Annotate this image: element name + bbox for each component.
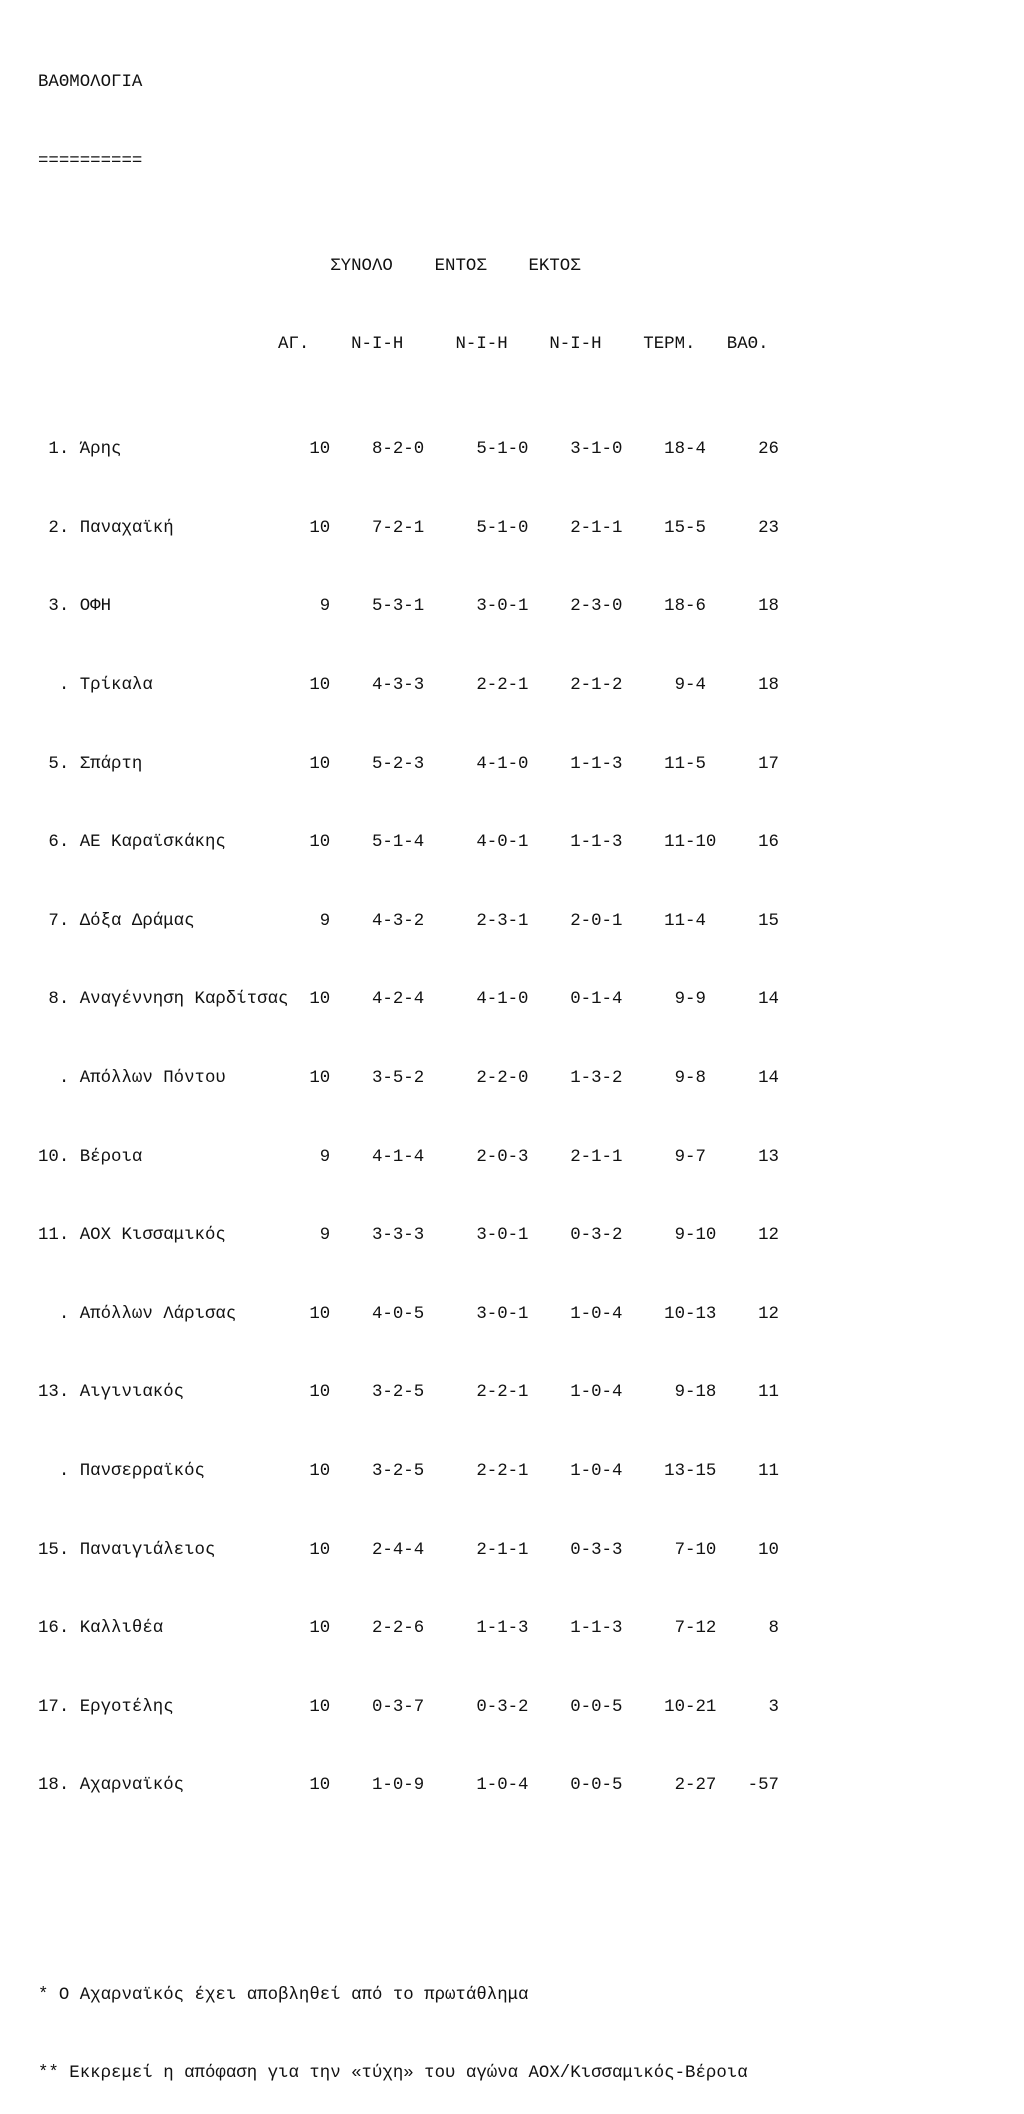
table-row: . Πανσερραϊκός 10 3-2-5 2-2-1 1-0-4 13-15 11 — [38, 1461, 779, 1481]
table-row: 3. ΟΦΗ 9 5-3-1 3-0-1 2-3-0 18-6 18 — [38, 597, 779, 617]
page-title: ΒΑΘΜΟΛΟΓΙΑ — [38, 73, 143, 93]
title-underline: ========== — [38, 152, 143, 171]
table-row: 17. Εργοτέλης 10 0-3-7 0-3-2 0-0-5 10-21 3 — [38, 1697, 779, 1717]
table-header-columns: ΑΓ. Ν-Ι-Η Ν-Ι-Η Ν-Ι-Η ΤΕΡΜ. ΒΑΘ. — [38, 335, 769, 355]
table-row: 15. Παναιγιάλειος 10 2-4-4 2-1-1 0-3-3 7-10 10 — [38, 1540, 779, 1560]
footnote-disqualified: * Ο Αχαρναϊκός έχει αποβληθεί από το πρωτάθλημα — [38, 1985, 529, 2005]
standings-document — [38, 18, 998, 2114]
table-row: 1. Άρης 10 8-2-0 5-1-0 3-1-0 18-4 26 — [38, 440, 779, 460]
footnote-pending-decision: ** Εκκρεμεί η απόφαση για την «τύχη» του αγώνα ΑΟΧ/Κισσαμικός-Βέροια — [38, 2064, 748, 2084]
blank-line — [38, 1878, 998, 1904]
table-row: 7. Δόξα Δράμας 9 4-3-2 2-3-1 2-0-1 11-4 15 — [38, 911, 779, 931]
table-row: 10. Βέροια 9 4-1-4 2-0-3 2-1-1 9-7 13 — [38, 1147, 779, 1167]
table-row: 6. ΑΕ Καραϊσκάκης 10 5-1-4 4-0-1 1-1-3 11-10 16 — [38, 833, 779, 853]
table-row: 18. Αχαρναϊκός 10 1-0-9 1-0-4 0-0-5 2-27 -57 — [38, 1776, 779, 1796]
table-row: 13. Αιγινιακός 10 3-2-5 2-2-1 1-0-4 9-18 11 — [38, 1383, 779, 1403]
table-row: 16. Καλλιθέα 10 2-2-6 1-1-3 1-1-3 7-12 8 — [38, 1619, 779, 1639]
table-row: 11. ΑΟΧ Κισσαμικός 9 3-3-3 3-0-1 0-3-2 9-10 12 — [38, 1226, 779, 1246]
table-row: . Τρίκαλα 10 4-3-3 2-2-1 2-1-2 9-4 18 — [38, 675, 779, 695]
table-row: 8. Αναγέννηση Καρδίτσας 10 4-2-4 4-1-0 0-1-4 9-9 14 — [38, 990, 779, 1010]
table-header-groups: ΣΥΝΟΛΟ ΕΝΤΟΣ ΕΚΤΟΣ — [38, 256, 581, 276]
table-row: . Απόλλων Πόντου 10 3-5-2 2-2-0 1-3-2 9-8 14 — [38, 1068, 779, 1088]
table-row: 2. Παναχαϊκή 10 7-2-1 5-1-0 2-1-1 15-5 23 — [38, 518, 779, 538]
table-row: 5. Σπάρτη 10 5-2-3 4-1-0 1-1-3 11-5 17 — [38, 754, 779, 774]
table-row: . Απόλλων Λάρισας 10 4-0-5 3-0-1 1-0-4 10-13 12 — [38, 1304, 779, 1324]
